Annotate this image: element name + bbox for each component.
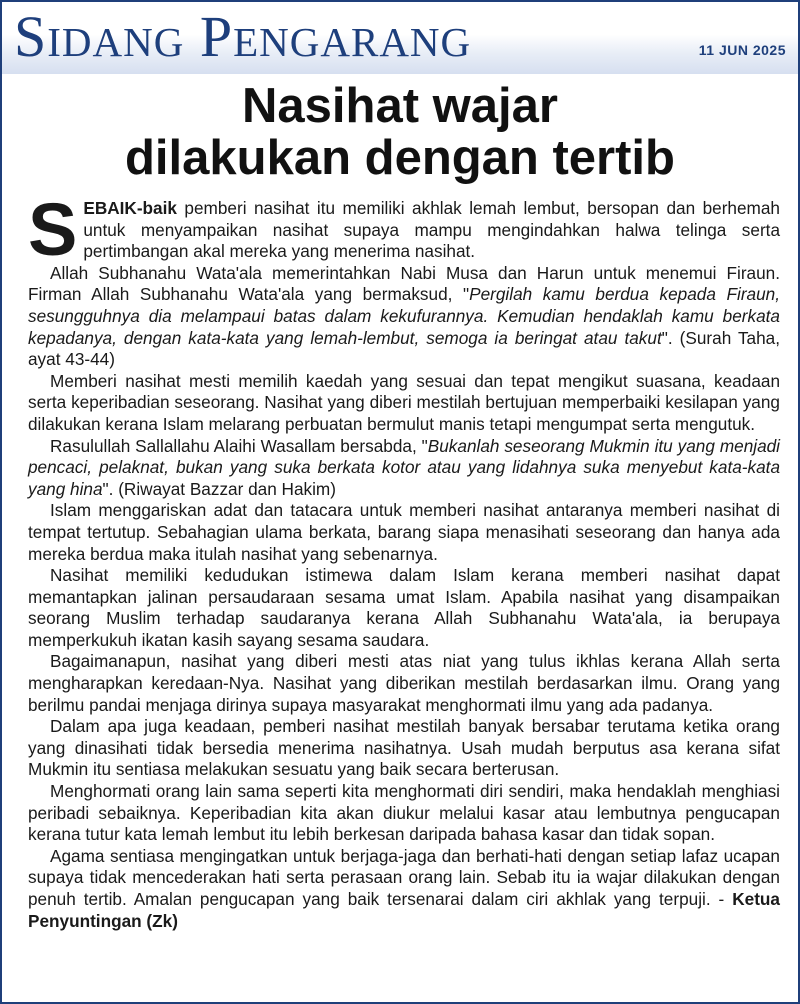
paragraph-10 (28, 846, 780, 932)
headline-line-1: Nasihat wajar (242, 79, 558, 133)
author-signature: Ketua Penyuntingan (Zk) (28, 889, 780, 931)
paragraph-text: Allah Subhanahu Wata'ala memerintahkan Nabi Musa dan Harun untuk menemui Firaun. Firman Allah Subhanahu Wata'ala yang bermaksud, " (28, 262, 780, 305)
masthead-title: Sidang Pengarang (14, 4, 472, 69)
paragraph-text: Rasulullah Sallallahu Alaihi Wasallam bersabda, " (50, 435, 428, 456)
article-body (2, 184, 798, 932)
masthead (2, 2, 798, 74)
citation: ". (Riwayat Bazzar dan Hakim) (102, 478, 336, 499)
paragraph-7: Bagaimanapun, nasihat yang diberi mesti atas niat yang tulus ikhlas kerana Allah serta mengharapkan keredaan-Nya. Nasihat yang diberikan mestilah berdasarkan ilmu. Orang yang berilmu pandai menjaga dirinya supaya masyarakat menghormati ilmu yang ada padanya. (28, 651, 780, 715)
headline-line-2: dilakukan dengan tertib (125, 131, 675, 185)
paragraph-text: pemberi nasihat itu memiliki akhlak lemah lembut, bersopan dan berhemah untuk menyampaikan nasihat supaya mampu mengindahkan halwa telinga serta pertimbangan akal mereka yang menerima nasihat. (83, 198, 780, 262)
quran-quote: Pergilah kamu berdua kepada Firaun, sesungguhnya dia melampaui batas dalam kekufurannya. Kemudian hendaklah kamu berkata kepadanya, dengan kata-kata yang lemah-lembut, semoga ia beringat atau takut (28, 284, 780, 348)
hadith-quote: Bukanlah seseorang Mukmin itu yang menjadi pencaci, pelaknat, bukan yang suka berkata kotor atau yang lidahnya suka menyebut kata-kata yang hina (28, 435, 781, 499)
lead-in: EBAIK-baik (83, 198, 177, 218)
paragraph-text: Agama sentiasa mengingatkan untuk berjaga-jaga dan berhati-hati dengan setiap lafaz ucapan supaya tidak mencederakan hati serta perasaan orang lain. Sebab itu ia wajar dilakukan dengan penuh tertib. Amalan pengucapan yang baik tersenarai dalam ciri akhlak yang terpuji. - (28, 845, 780, 909)
paragraph-5: Islam menggariskan adat dan tatacara untuk memberi nasihat antaranya memberi nasihat di tempat tertutup. Sebahagian ulama berkata, barang siapa menasihati seseorang dan hanya ada mereka berdua maka itulah nasihat yang sebenarnya. (28, 500, 780, 564)
paragraph-8: Dalam apa juga keadaan, pemberi nasihat mestilah banyak bersabar terutama ketika orang yang dinasihati tidak bersedia menerima nasihatnya. Usah mudah berputus asa kerana sifat Mukmin itu sentiasa melakukan sesuatu yang baik secara berterusan. (28, 716, 780, 780)
headline (2, 80, 798, 184)
drop-cap: S (28, 188, 78, 271)
citation: ". (Surah Taha, ayat 43-44) (28, 327, 781, 370)
paragraph-4 (28, 436, 780, 501)
paragraph-1 (28, 188, 780, 271)
publication-date: 11 JUN 2025 (698, 42, 786, 58)
paragraph-9: Menghormati orang lain sama seperti kita menghormati diri sendiri, maka hendaklah menghiasi peribadi sebaiknya. Keperibadian kita akan diukur melalui kasar atau lembutnya pengucapan kerana tutur kata lemah lembut itu lebih berkesan daripada bahasa kasar dan tidak sopan. (28, 781, 780, 845)
paragraph-6: Nasihat memiliki kedudukan istimewa dalam Islam kerana memberi nasihat dapat memantapkan jalinan persaudaraan sesama umat Islam. Apabila nasihat yang disampaikan seorang Muslim terhadap saudaranya kerana Allah Subhanahu Wata'ala, ia berupaya memperkukuh ikatan kasih sayang sesama saudara. (28, 565, 780, 650)
paragraph-2 (28, 263, 780, 371)
paragraph-3: Memberi nasihat mesti memilih kaedah yang sesuai dan tepat mengikut suasana, keadaan serta keperibadian seseorang. Nasihat yang diberi mestilah bertujuan memperbaiki kesilapan yang dilakukan kerana Islam melarang perbuatan bermulut manis tetapi mengumpat serta mengutuk. (28, 370, 780, 434)
